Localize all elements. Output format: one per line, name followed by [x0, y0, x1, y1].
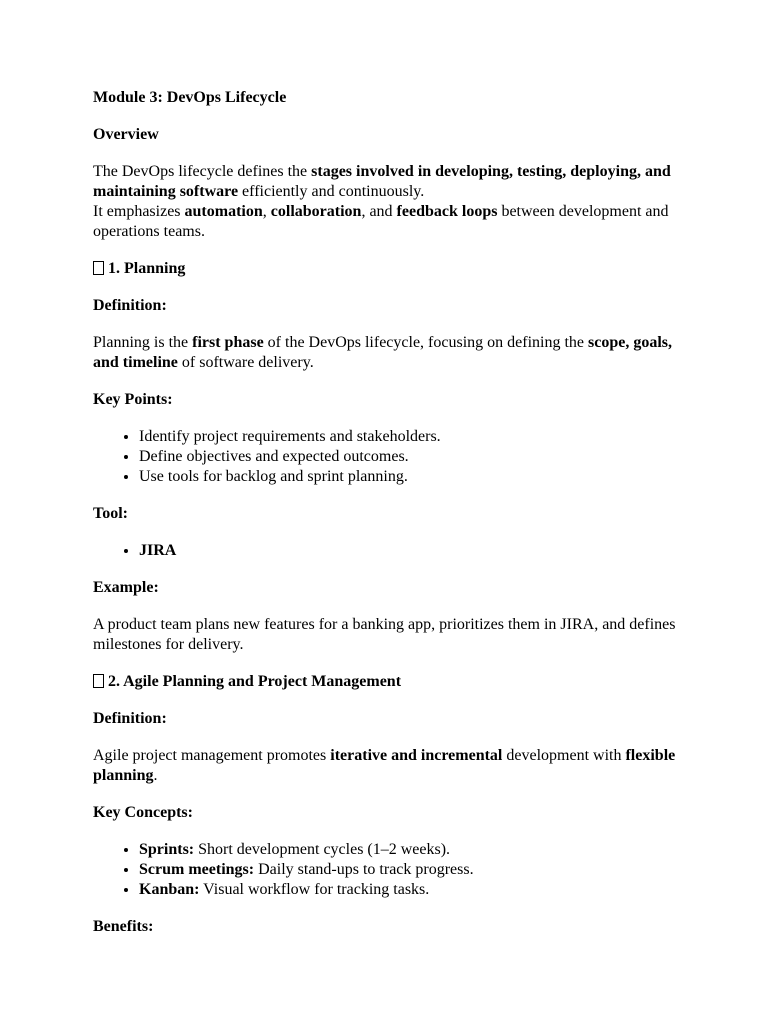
- agile-benefits-label: Benefits:: [93, 918, 154, 935]
- text-run: efficiently and continuously.: [238, 183, 425, 200]
- text-run: Planning is the: [93, 334, 193, 351]
- missing-glyph-icon: [93, 674, 104, 688]
- concept-description: Visual workflow for tracking tasks.: [199, 881, 430, 898]
- bold-text: collaboration: [270, 203, 362, 220]
- bold-text: automation: [184, 203, 263, 220]
- agile-heading: [93, 672, 693, 692]
- overview-paragraph: [93, 162, 693, 242]
- overview-sentence-2: [93, 203, 669, 240]
- concept-term: Sprints:: [139, 841, 195, 858]
- planning-tool-label: Tool:: [93, 505, 128, 522]
- planning-example: A product team plans new features for a banking app, prioritizes them in JIRA, and defines milestones for delivery.: [93, 616, 676, 653]
- agile-concepts-label: Key Concepts:: [93, 804, 193, 821]
- list-item: [139, 880, 693, 900]
- text-run: between development and operations teams.: [93, 203, 669, 240]
- list-item: [139, 840, 693, 860]
- planning-example-label: Example:: [93, 579, 159, 596]
- text-run: The DevOps lifecycle defines the: [93, 163, 312, 180]
- planning-heading: [93, 259, 693, 279]
- text-run: of software delivery.: [177, 354, 314, 371]
- text-run: development with: [502, 747, 626, 764]
- planning-definition-label: Definition:: [93, 297, 167, 314]
- missing-glyph-icon: [93, 261, 104, 275]
- list-item: • Identify project requirements and stakeholders.: [139, 427, 693, 447]
- bold-text: first phase: [192, 334, 264, 351]
- text-run: .: [153, 767, 158, 784]
- module-title: Module 3: DevOps Lifecycle: [93, 89, 287, 106]
- agile-definition-label: Definition:: [93, 710, 167, 727]
- text-run: Agile project management promotes: [93, 747, 331, 764]
- text-run: of the DevOps lifecycle, focusing on defining the: [263, 334, 589, 351]
- planning-definition: [93, 333, 693, 373]
- bold-text: scope, goals, and timeline: [93, 334, 673, 371]
- planning-keypoints-list: [93, 427, 693, 487]
- document-body: [93, 88, 693, 937]
- text-run: , and: [361, 203, 397, 220]
- bold-text: flexible planning: [93, 747, 676, 784]
- text-run: It emphasizes: [93, 203, 185, 220]
- bold-text: iterative and incremental: [330, 747, 503, 764]
- concept-description: Daily stand-ups to track progress.: [254, 861, 474, 878]
- overview-heading: Overview: [93, 126, 159, 143]
- concept-term: Kanban:: [139, 881, 200, 898]
- bold-text: feedback loops: [396, 203, 498, 220]
- list-item: • Define objectives and expected outcomes.: [139, 447, 693, 467]
- text-run: ,: [262, 203, 271, 220]
- list-item: [139, 860, 693, 880]
- planning-heading-text: 1. Planning: [108, 260, 186, 277]
- overview-sentence-1: [93, 163, 671, 200]
- concept-term: Scrum meetings:: [139, 861, 255, 878]
- bold-text: stages involved in developing, testing, deploying, and maintaining software: [93, 163, 671, 200]
- concept-description: Short development cycles (1–2 weeks).: [194, 841, 451, 858]
- list-item: • Use tools for backlog and sprint planning.: [139, 467, 693, 487]
- agile-definition: [93, 746, 693, 786]
- agile-heading-text: 2. Agile Planning and Project Management: [108, 673, 402, 690]
- planning-keypoints-label: Key Points:: [93, 391, 173, 408]
- planning-tool-list: [93, 541, 693, 561]
- list-item: • JIRA: [139, 541, 693, 561]
- agile-concepts-list: [93, 840, 693, 900]
